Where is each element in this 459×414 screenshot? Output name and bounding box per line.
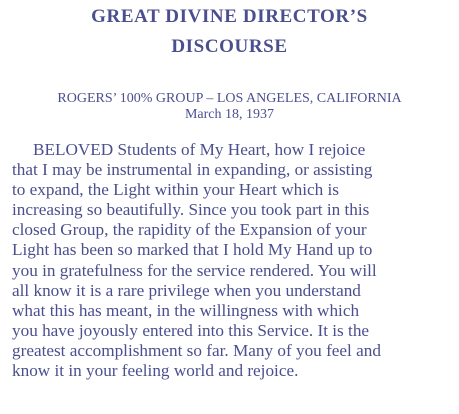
paragraph-line: to expand, the Light within your Heart which is bbox=[12, 180, 339, 200]
paragraph-line: you have joyously entered into this Service. It is the bbox=[12, 320, 370, 340]
discourse-title-line-2: DISCOURSE bbox=[171, 36, 288, 57]
discourse-date: March 18, 1937 bbox=[184, 107, 275, 122]
paragraph-line: you in gratefulness for the service rendered. You will bbox=[12, 260, 377, 280]
paragraph-line: increasing so beautifully. Since you took part in this bbox=[12, 200, 370, 220]
discourse-body-paragraph bbox=[12, 140, 452, 381]
paragraph-line: all know it is a rare privilege when you understand bbox=[12, 280, 361, 300]
paragraph-line: closed Group, the rapidity of the Expansion of your bbox=[12, 220, 367, 240]
paragraph-line: that I may be instrumental in expanding, or assisting bbox=[12, 160, 373, 180]
paragraph-line: Light has been so marked that I hold My Hand up to bbox=[12, 240, 373, 260]
paragraph-line: know it in your feeling world and rejoice. bbox=[12, 361, 299, 381]
discourse-title-line-1: GREAT DIVINE DIRECTOR’S bbox=[91, 6, 368, 27]
paragraph-line: what this has meant, in the willingness with which bbox=[12, 300, 360, 320]
paragraph-line: greatest accomplishment so far. Many of you feel and bbox=[12, 340, 381, 360]
group-location-subtitle: ROGERS’ 100% GROUP – LOS ANGELES, CALIFORNIA bbox=[57, 91, 402, 106]
paragraph-line: BELOVED Students of My Heart, how I rejoice bbox=[33, 140, 366, 159]
